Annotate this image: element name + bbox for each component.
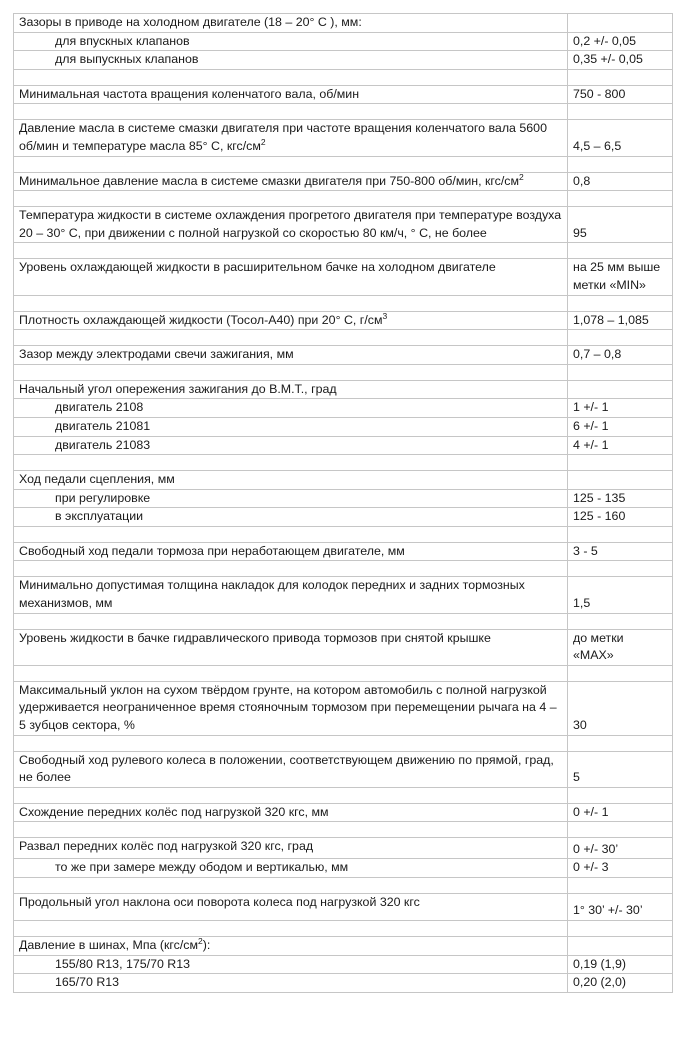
param-cell: Свободный ход рулевого колеса в положении, соответствующем движению по прямой, град, не более	[14, 751, 568, 787]
value-cell: 0,20 (2,0)	[567, 974, 672, 993]
spacer-row	[14, 787, 673, 803]
table-row	[14, 120, 673, 156]
spacer-row	[14, 104, 673, 120]
table-row	[14, 380, 673, 399]
table-row	[14, 32, 673, 51]
value-cell: 125 - 160	[567, 508, 672, 527]
value-cell	[567, 471, 672, 490]
param-text: Минимальное давление масла в системе смазки двигателя при 750-800 об/мин, кгс/см	[19, 173, 520, 188]
table-row	[14, 85, 673, 104]
value-cell: 0 +/- 3	[567, 859, 672, 878]
table-row	[14, 51, 673, 70]
superscript: 2	[260, 136, 266, 147]
param-cell	[14, 120, 568, 156]
value-cell: 125 - 135	[567, 489, 672, 508]
table-row	[14, 489, 673, 508]
value-cell: 95	[567, 207, 672, 243]
param-cell: Максимальный уклон на сухом твёрдом грунте, на котором автомобиль с полной нагрузкой удерживается неограниченное время стояночным тормозом при перемещении рычага на 4 – 5 зубцов сектора, %	[14, 681, 568, 735]
param-cell: Уровень охлаждающей жидкости в расширительном бачке на холодном двигателе	[14, 259, 568, 295]
value-cell: 1,078 – 1,085	[567, 311, 672, 330]
param-text: Давление масла в системе смазки двигателя при частоте вращения коленчатого вала 5600 об/мин и температуре масла 85° С, кгс/см	[19, 121, 547, 153]
spacer-row	[14, 156, 673, 172]
table-row	[14, 346, 673, 365]
param-text-end: ):	[202, 938, 211, 952]
value-cell: 0,19 (1,9)	[567, 955, 672, 974]
param-cell: то же при замере между ободом и вертикалью, мм	[14, 859, 568, 878]
param-cell: Температура жидкости в системе охлаждения прогретого двигателя при температуре воздуха 20 – 30° С, при движении с полной нагрузкой со скоростью 80 км/ч, ° С, не более	[14, 207, 568, 243]
table-row	[14, 803, 673, 822]
spacer-row	[14, 878, 673, 894]
value-cell	[567, 937, 672, 956]
spacer-row	[14, 295, 673, 311]
table-row	[14, 937, 673, 956]
value-cell: 1 +/- 1	[567, 399, 672, 418]
param-cell: Продольный угол наклона оси поворота колеса под нагрузкой 320 кгс	[14, 894, 568, 921]
param-cell: Развал передних колёс под нагрузкой 320 кгс, град	[14, 838, 568, 859]
table-row	[14, 311, 673, 330]
spacer-row	[14, 613, 673, 629]
spacer-row	[14, 69, 673, 85]
spacer-row	[14, 665, 673, 681]
table-row	[14, 894, 673, 921]
param-cell: Зазоры в приводе на холодном двигателе (18 – 20° С ), мм:	[14, 14, 568, 33]
value-cell	[567, 380, 672, 399]
param-cell: Минимальная частота вращения коленчатого вала, об/мин	[14, 85, 568, 104]
superscript: 2	[198, 936, 203, 946]
table-row	[14, 577, 673, 613]
table-row	[14, 681, 673, 735]
value-cell: 750 - 800	[567, 85, 672, 104]
param-cell: Начальный угол опережения зажигания до В.М.Т., град	[14, 380, 568, 399]
value-cell: 3 - 5	[567, 542, 672, 561]
param-cell: 155/80 R13, 175/70 R13	[14, 955, 568, 974]
table-row	[14, 751, 673, 787]
param-cell: Минимально допустимая толщина накладок для колодок передних и задних тормозных механизмов, мм	[14, 577, 568, 613]
value-cell: 1° 30’ +/- 30’	[567, 894, 672, 921]
table-row	[14, 955, 673, 974]
value-cell: до метки «MAX»	[567, 629, 672, 665]
param-cell	[14, 311, 568, 330]
table-row	[14, 471, 673, 490]
table-row	[14, 859, 673, 878]
spacer-row	[14, 191, 673, 207]
value-cell: 0,35 +/- 0,05	[567, 51, 672, 70]
table-row	[14, 207, 673, 243]
param-cell: Зазор между электродами свечи зажигания, мм	[14, 346, 568, 365]
param-cell: в эксплуатации	[14, 508, 568, 527]
param-cell: Свободный ход педали тормоза при неработающем двигателе, мм	[14, 542, 568, 561]
value-cell: 0 +/- 30’	[567, 838, 672, 859]
superscript: 3	[382, 311, 388, 321]
param-cell	[14, 937, 568, 956]
value-cell: 0 +/- 1	[567, 803, 672, 822]
value-cell: 1,5	[567, 577, 672, 613]
value-cell: 4 +/- 1	[567, 436, 672, 455]
value-cell: 0,7 – 0,8	[567, 346, 672, 365]
param-text: Давление в шинах, Мпа (кгс/см	[19, 938, 199, 952]
value-cell: 30	[567, 681, 672, 735]
spacer-row	[14, 921, 673, 937]
value-cell: на 25 мм выше метки «MIN»	[567, 259, 672, 295]
param-cell: для впускных клапанов	[14, 32, 568, 51]
value-cell: 0,8	[567, 172, 672, 191]
param-cell	[14, 172, 568, 191]
param-cell: двигатель 21083	[14, 436, 568, 455]
spacer-row	[14, 735, 673, 751]
param-cell: при регулировке	[14, 489, 568, 508]
param-cell: Ход педали сцепления, мм	[14, 471, 568, 490]
table-row	[14, 172, 673, 191]
table-row	[14, 838, 673, 859]
value-cell	[567, 14, 672, 33]
param-cell: двигатель 2108	[14, 399, 568, 418]
param-cell: Уровень жидкости в бачке гидравлического привода тормозов при снятой крышке	[14, 629, 568, 665]
table-row	[14, 629, 673, 665]
table-row	[14, 974, 673, 993]
spacer-row	[14, 561, 673, 577]
param-cell: 165/70 R13	[14, 974, 568, 993]
spacer-row	[14, 243, 673, 259]
spacer-row	[14, 364, 673, 380]
value-cell: 0,2 +/- 0,05	[567, 32, 672, 51]
table-row	[14, 259, 673, 295]
param-text: Плотность охлаждающей жидкости (Тосол-А40) при 20° С, г/см	[19, 312, 383, 327]
specs-table	[13, 13, 673, 993]
table-row	[14, 399, 673, 418]
value-cell: 6 +/- 1	[567, 417, 672, 436]
spacer-row	[14, 330, 673, 346]
table-row	[14, 436, 673, 455]
table-row	[14, 508, 673, 527]
table-row	[14, 542, 673, 561]
value-cell: 4,5 – 6,5	[567, 120, 672, 156]
superscript: 2	[519, 172, 524, 182]
table-row	[14, 417, 673, 436]
param-cell: для выпускных клапанов	[14, 51, 568, 70]
value-cell: 5	[567, 751, 672, 787]
spacer-row	[14, 526, 673, 542]
spacer-row	[14, 455, 673, 471]
spacer-row	[14, 822, 673, 838]
param-cell: Схождение передних колёс под нагрузкой 320 кгс, мм	[14, 803, 568, 822]
table-row	[14, 14, 673, 33]
param-cell: двигатель 21081	[14, 417, 568, 436]
